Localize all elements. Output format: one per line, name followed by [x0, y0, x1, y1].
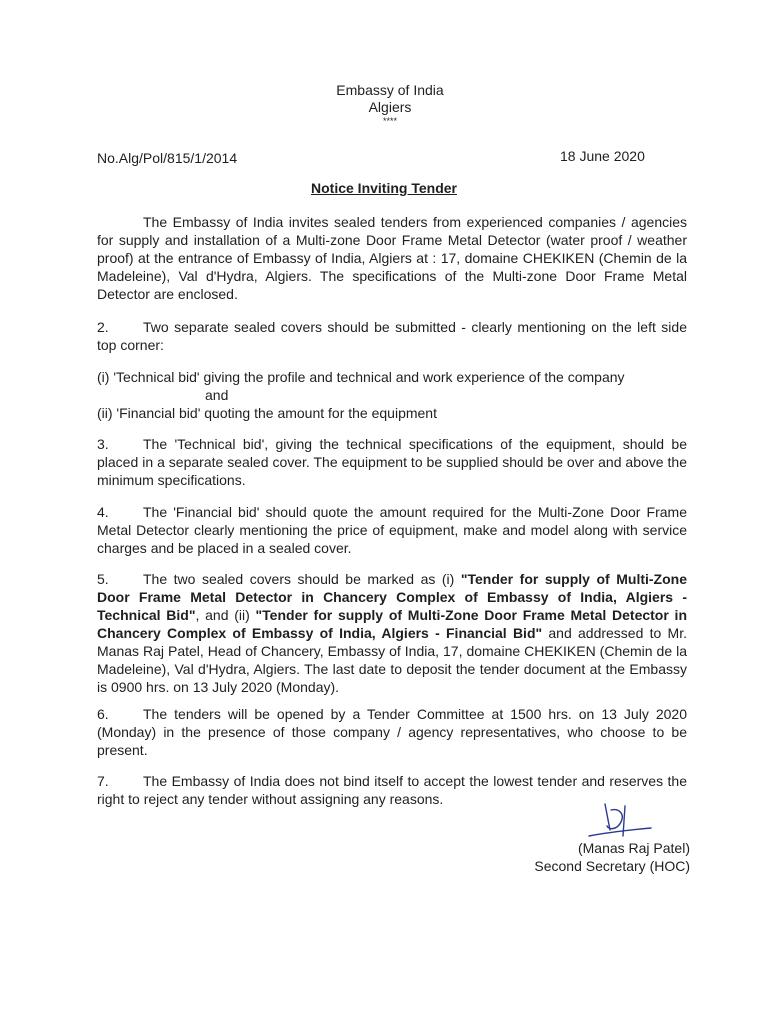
- document-date: 18 June 2020: [560, 148, 645, 164]
- technical-bid-label: "Tender for supply of Multi-Zone Door Frame Metal Detector in Chancery Complex of Embassy of India, Algiers - Technical Bid": [97, 571, 687, 623]
- signature-block: [480, 839, 690, 875]
- paragraph-5: 5. The two sealed covers should be marked as (i) "Tender for supply of Multi-Zone Door Frame Metal Detector in Chancery Complex of Embassy of India, Algiers - Technical Bid", and (ii) "Tender for supply of Multi-Zone Door Frame Metal Detector in Chancery Complex of Embassy of India, Algiers - Financial Bid" and addressed to Mr. Manas Raj Patel, Head of Chancery, Embassy of India, 17, domaine CHEKIKEN (Chemin de la Madeleine), Val d'Hydra, Algiers. The last date to deposit the tender document at the Embassy is 0900 hrs. on 13 July 2020 (Monday).: [97, 571, 687, 695]
- bid-list: [97, 368, 687, 422]
- signatory-name: (Manas Raj Patel): [577, 840, 690, 856]
- paragraph-6: 6. The tenders will be opened by a Tender Committee at 1500 hrs. on 13 July 2020 (Monday) in the presence of those company / agency representatives, who choose to be present.: [97, 706, 687, 758]
- paragraph-7: 7. The Embassy of India does not bind itself to accept the lowest tender and reserves the right to reject any tender without assigning any reasons.: [97, 773, 687, 807]
- paragraph-2-number: 2.: [97, 319, 109, 335]
- paragraph-5-number: 5.: [97, 571, 109, 587]
- notice-title: Notice Inviting Tender: [311, 180, 457, 196]
- paragraph-1: The Embassy of India invites sealed tenders from experienced companies / agencies for supply and installation of a Multi-zone Door Frame Metal Detector (water proof / weather proof) at the entrance of Embassy of India, Algiers at : 17, domaine CHEKIKEN (Chemin de la Madeleine), Val d'Hydra, Algiers. The specifications of the Multi-zone Door Frame Metal Detector are enclosed.: [97, 214, 687, 302]
- paragraph-4: 4. The 'Financial bid' should quote the amount required for the Multi-Zone Door Frame Metal Detector clearly mentioning the price of equipment, make and model along with service charges and be placed in a sealed cover.: [97, 504, 687, 556]
- paragraph-2: 2. Two separate sealed covers should be submitted - clearly mentioning on the left side top corner:: [97, 319, 687, 353]
- header-stars: ****: [382, 116, 397, 126]
- reference-number: No.Alg/Pol/815/1/2014: [97, 150, 238, 166]
- paragraph-3-number: 3.: [97, 436, 109, 452]
- signature-scribble: [585, 800, 655, 844]
- embassy-name: Embassy of India: [336, 82, 444, 98]
- signatory-designation: Second Secretary (HOC): [534, 858, 690, 874]
- paragraph-3: 3. The 'Technical bid', giving the technical specifications of the equipment, should be placed in a separate sealed cover. The equipment to be supplied should be over and above the minimum specifications.: [97, 436, 687, 488]
- embassy-city: Algiers: [368, 99, 412, 115]
- paragraph-4-number: 4.: [97, 504, 109, 520]
- financial-bid-item: (ii) 'Financial bid' quoting the amount for the equipment: [97, 405, 437, 421]
- financial-bid-label: "Tender for supply of Multi-Zone Door Frame Metal Detector in Chancery Complex of Embassy of India, Algiers - Financial Bid": [97, 607, 687, 641]
- technical-bid-item: (i) 'Technical bid' giving the profile and technical and work experience of the company: [97, 369, 625, 385]
- letterhead: [290, 82, 490, 126]
- paragraph-7-number: 7.: [97, 773, 109, 789]
- paragraph-6-number: 6.: [97, 706, 109, 722]
- bid-and: and: [205, 387, 229, 403]
